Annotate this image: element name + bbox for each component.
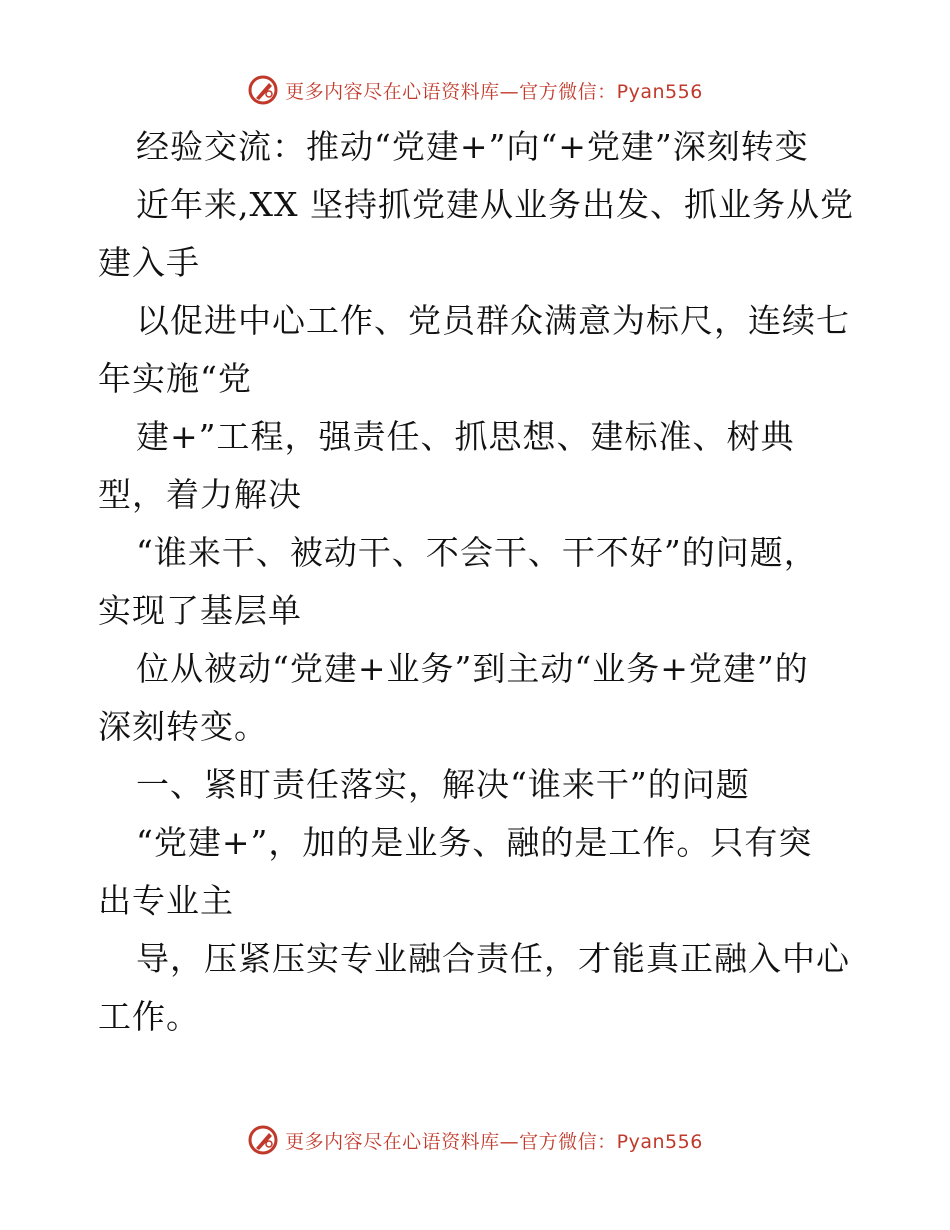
pen-logo-icon [247,74,279,106]
section-heading: 一、紧盯责任落实，解决“谁来干”的问题 [136,765,750,804]
paragraph-line: 实现了基层单 [98,591,302,630]
paragraph-line: “谁来干、被动干、不会干、干不好”的问题， [136,533,818,572]
paragraph-line: 出专业主 [98,881,234,920]
document-body [98,118,868,1046]
paragraph-line: “党建+”，加的是业务、融的是工作。只有突 [136,823,813,862]
paragraph-line: 导，压紧压实专业融合责任，才能真正融入中心 [136,939,850,978]
paragraph-line: 位从被动“党建+业务”到主动“业务+党建”的 [136,649,809,688]
paragraph-line: 年实施“党 [98,359,252,398]
footer-watermark-banner [0,1120,950,1160]
paragraph-line: 建入手 [98,243,200,282]
paragraph-line: 近年来,XX 坚持抓党建从业务出发、抓业务从党 [136,185,854,224]
paragraph-line: 深刻转变。 [98,707,268,746]
watermark-text: 更多内容尽在心语资料库—官方微信：Pyan556 [285,80,703,103]
paragraph-line: 型，着力解决 [98,475,302,514]
paragraph-line: 工作。 [98,997,200,1036]
header-watermark-banner [0,70,950,110]
pen-logo-icon [247,1124,279,1156]
paragraph-line: 以促进中心工作、党员群众满意为标尺，连续七 [136,301,850,340]
watermark-text: 更多内容尽在心语资料库—官方微信：Pyan556 [285,1130,703,1153]
paragraph-line: 建+”工程，强责任、抓思想、建标准、树典 [136,417,795,456]
document-title: 经验交流：推动“党建+”向“+党建”深刻转变 [136,127,809,166]
